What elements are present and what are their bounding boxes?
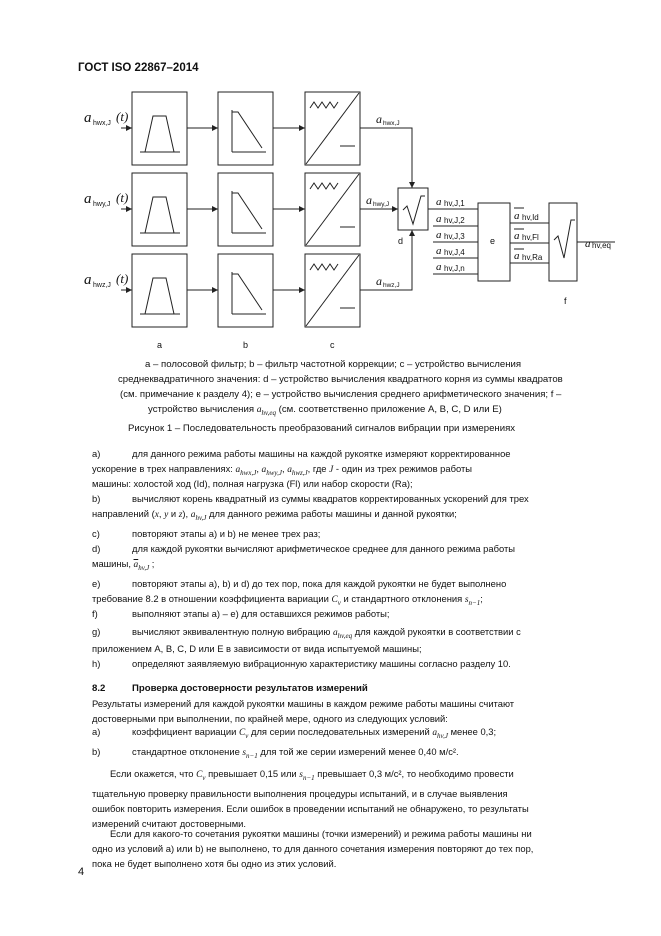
- e-output-fl: hv,Fl: [522, 233, 539, 242]
- step-g-2: приложением А, В, С, D или Е в зависимости от вида испытуемой машины;: [92, 643, 422, 654]
- step-a-3: машины: холостой ход (Id), полная нагрузка (Fl) или набор скорости (Ra);: [92, 478, 413, 489]
- rms-label-z: a: [376, 274, 382, 288]
- signal-flow-diagram: [0, 0, 661, 360]
- condition-b: b) стандартное отклонение $s_{n-1}$ для той же серии измерений менее 0,40 м/с².: [92, 746, 459, 760]
- document-header: ГОСТ ISO 22867–2014: [78, 62, 199, 74]
- section-para-2: Если окажется, что $C_v$ превышает 0,15 или $s_{n-1}$ превышает 0,3 м/с², то необходимо провести тщательную проверку правильности выполнения процедуры испытаний, и в случае выявления ошибок повторить измерения. Если ошибок в проведении испытаний не обнаружено, то результаты измерений считают достоверными.: [92, 768, 529, 829]
- step-g-1: g) вычисляют эквивалентную полную вибрацию $a_{hv,eq}$ для каждой рукоятки в соответствии с: [92, 626, 521, 640]
- label-b: b: [243, 340, 249, 350]
- block-a-bandpass: [132, 254, 187, 327]
- section-heading: 8.2 Проверка достоверности результатов измерений: [92, 683, 368, 694]
- input-arg-x: (t): [116, 109, 129, 124]
- e-output-a2: a: [514, 230, 520, 242]
- e-output-ra: hv,Ra: [522, 253, 543, 262]
- page-number: 4: [78, 866, 85, 878]
- caption-line-3: (см. примечание к разделу 4); e – устройство вычисления среднего арифметического значения; f –: [120, 389, 562, 400]
- step-c: c) повторяют этапы а) и b) не менее трех раз;: [92, 528, 321, 539]
- rms-sub-z: hwz,J: [383, 282, 400, 289]
- input-label-z: a: [84, 272, 92, 288]
- input-sub-z: hwz,J: [93, 282, 111, 289]
- d-output-4: hv,J,4: [444, 248, 465, 257]
- d-output-n: hv,J,n: [444, 264, 465, 273]
- rms-label-y: a: [366, 193, 372, 207]
- label-e: e: [490, 236, 496, 246]
- section-para-1: Результаты измерений для каждой рукоятки машины в каждом режиме работы машины считают достоверными при выполнении, по крайней мере, одного из следующих условий:: [92, 698, 515, 724]
- d-output-a3: a: [436, 229, 442, 241]
- condition-a: a) коэффициент вариации $C_v$ для серии последовательных измерений $a_{hv,J}$ менее 0,3;: [92, 726, 497, 740]
- d-output-a1: a: [436, 196, 442, 208]
- d-output-a2: a: [436, 213, 442, 225]
- step-e-2: требование 8.2 в отношении коэффициента вариации $C_v$ и стандартного отклонения $s_{n-1}$;: [92, 593, 483, 607]
- f-output: hv,eq: [592, 241, 611, 250]
- rms-sub-x: hwx,J: [383, 120, 400, 127]
- section-para-3: Если для какого-то сочетания рукоятки машины (точки измерений) и режима работы машины ни одно из условий а) или b) не выполнено, то для данного сочетания измерения повторяют до тех пор, пока не будет выполнено хотя бы одно из этих условий.: [92, 828, 534, 869]
- input-sub-y: hwy,J: [93, 201, 111, 208]
- figure-title: Рисунок 1 – Последовательность преобразований сигналов вибрации при измерениях: [128, 423, 516, 434]
- block-b-weighting: [218, 173, 273, 246]
- step-b-1: b) вычисляют корень квадратный из суммы квадратов корректированных ускорений для трех: [92, 493, 529, 504]
- d-output-2: hv,J,2: [444, 216, 465, 225]
- e-output-id: hv,Id: [522, 213, 539, 222]
- caption-line-4: устройство вычисления $a_{hv,eq}$ (см. соответственно приложение А, В, С, D или Е): [148, 404, 502, 417]
- label-c: c: [330, 340, 335, 350]
- d-output-3: hv,J,3: [444, 232, 465, 241]
- step-h: h) определяют заявляемую вибрационную характеристику машины согласно разделу 10.: [92, 658, 511, 669]
- step-b-2: направлений (x, y и z), $a_{hv,J}$ для данного режима работы машины и данной рукоятки;: [92, 508, 457, 522]
- input-sub-x: hwx,J: [93, 120, 111, 127]
- step-e-1: e) повторяют этапы а), b) и d) до тех пор, пока для каждой рукоятки не будет выполнено: [92, 578, 507, 589]
- d-output-a4: a: [436, 245, 442, 257]
- block-f-eq: [549, 203, 577, 281]
- d-output-1: hv,J,1: [444, 199, 465, 208]
- block-b-weighting: [218, 254, 273, 327]
- d-output-an: a: [436, 261, 442, 273]
- step-a-2: ускорение в трех направлениях: $a_{hwx,J}$, $a_{hwy,J}$, $a_{hwz,J}$, где J - один из трех режимов работы: [92, 463, 473, 477]
- block-a-bandpass: [132, 173, 187, 246]
- caption-line-2: среднеквадратичного значения: d – устройство вычисления квадратного корня из суммы квадратов: [118, 374, 563, 385]
- e-output-a3: a: [514, 250, 520, 262]
- rms-sub-y: hwy,J: [373, 201, 390, 208]
- block-a-bandpass: [132, 92, 187, 165]
- label-a: a: [157, 340, 163, 350]
- label-f: f: [564, 296, 567, 306]
- input-arg-y: (t): [116, 190, 129, 205]
- label-d: d: [398, 236, 404, 246]
- step-d-2: машины, $\overline{a}_{hv,J}$ ;: [92, 558, 155, 572]
- f-output-a: a: [585, 238, 591, 250]
- input-label-x: a: [84, 110, 92, 126]
- step-a-1: a) для данного режима работы машины на каждой рукоятке измеряют корректированное: [92, 448, 511, 459]
- caption-line-1: a – полосовой фильтр; b – фильтр частотной коррекции; c – устройство вычисления: [145, 359, 522, 370]
- input-label-y: a: [84, 191, 92, 207]
- e-output-a1: a: [514, 210, 520, 222]
- rms-label-x: a: [376, 112, 382, 126]
- block-b-weighting: [218, 92, 273, 165]
- step-d-1: d) для каждой рукоятки вычисляют арифметическое среднее для данного режима работы: [92, 543, 515, 554]
- input-arg-z: (t): [116, 271, 129, 286]
- step-f: f) выполняют этапы а) – е) для оставшихся режимов работы;: [92, 608, 390, 619]
